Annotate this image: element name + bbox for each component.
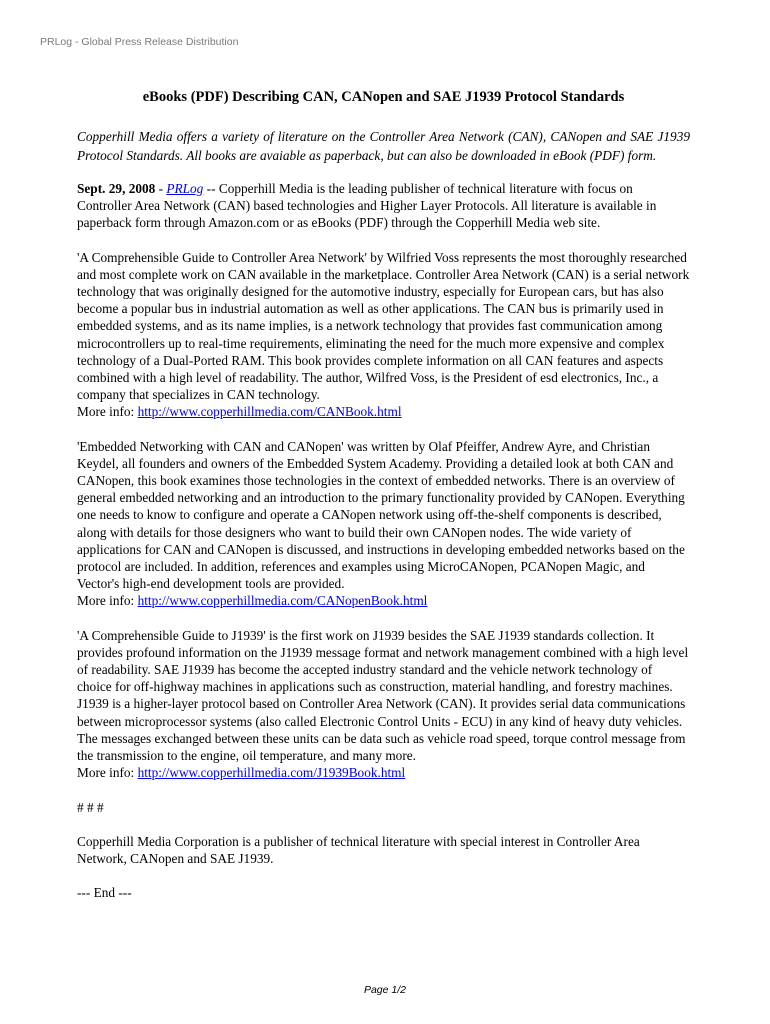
more-info-link-can[interactable]: http://www.copperhillmedia.com/CANBook.html (137, 404, 402, 420)
more-info-link-j1939[interactable]: http://www.copperhillmedia.com/J1939Book.html (137, 765, 406, 781)
source-link[interactable]: PRLog (166, 181, 204, 196)
book-paragraph-can (77, 249, 690, 421)
book-description: 'Embedded Networking with CAN and CANopen' was written by Olaf Pfeiffer, Andrew Ayre, and Christian Keydel, all founders and owners of the Embedded System Academy. Providing a detailed look at both CAN and CANopen, this book examines those technologies in the context of embedded networks. There is an overview of general embedded networking and an introduction to the primary functionality provided by CANopen. Everything one needs to know to configure and operate a CANopen network using off-the-shelf components is described, along with details for those designers who want to build their own CANopen nodes. The wide variety of applications for CAN and CANopen is discussed, and instructions in developing embedded networks based on the protocol are included. In addition, references and examples using MicroCANopen, PCANopen Magic, and Vector's high-end development tools are provided. (77, 438, 685, 592)
more-info-label: More info: (77, 765, 138, 781)
book-description: 'A Comprehensible Guide to J1939' is the first work on J1939 besides the SAE J1939 standards collection. It provides profound information on the J1939 message format and network management combined with a high level of readability. SAE J1939 has become the accepted industry standard and the vehicle network technology of choice for off-highway machines in applications such as construction, material handling, and forestry machines. J1939 is a higher-layer protocol based on Controller Area Network (CAN). It provides serial data communications between microprocessor systems (also called Electronic Control Units - ECU) in any kind of heavy duty vehicles. The messages exchanged between these units can be data such as vehicle road speed, torque control message from the transmission to the engine, oil temperature, and many more. (77, 627, 689, 764)
dateline-separator: - (155, 181, 167, 196)
more-info-label: More info: (77, 404, 138, 420)
article-summary: Copperhill Media offers a variety of literature on the Controller Area Network (CAN), CANopen and SAE J1939 Protocol Standards. All books are avaiable as paperback, but can also be downloaded in eBook (PDF) form. (77, 129, 690, 163)
more-info-label: More info: (77, 593, 138, 609)
book-paragraph-canopen (77, 438, 690, 610)
intro-paragraph (77, 180, 690, 232)
page-number: Page 1/2 (363, 984, 407, 996)
end-marker: --- End --- (77, 885, 132, 901)
article-title: eBooks (PDF) Describing CAN, CANopen and SAE J1939 Protocol Standards (142, 89, 625, 105)
book-paragraph-j1939 (77, 627, 690, 782)
more-info-link-canopen[interactable]: http://www.copperhillmedia.com/CANopenBook.html (137, 593, 428, 609)
section-separator: # # # (77, 799, 104, 815)
site-header: PRLog - Global Press Release Distribution (40, 36, 239, 48)
article-body (77, 88, 690, 918)
boilerplate-paragraph: Copperhill Media Corporation is a publisher of technical literature with special interest in Controller Area Network, CANopen and SAE J1939. (77, 833, 640, 866)
intro-text: -- Copperhill Media is the leading publisher of technical literature with focus on Controller Area Network (CAN) based technologies and Higher Layer Protocols. All literature is available in paperback form through Amazon.com or as eBooks (PDF) through the Copperhill Media web site. (77, 181, 657, 231)
dateline: Sept. 29, 2008 (77, 181, 156, 196)
book-description: 'A Comprehensible Guide to Controller Area Network' by Wilfried Voss represents the most thoroughly researched and most complete work on CAN available in the marketplace. Controller Area Network (CAN) is a serial network technology that was originally designed for the automotive industry, especially for European cars, but has also become a popular bus in industrial automation as well as other applications. The CAN bus is primarily used in embedded systems, and as its name implies, is a network technology that provides fast communication among microcontrollers up to real-time requirements, eliminating the need for the much more expensive and complex technology of a Dual-Ported RAM. This book provides complete information on all CAN features and aspects combined with a high level of readability. The author, Wilfred Voss, is the President of esd electronics, Inc., a company that specializes in CAN technology. (77, 249, 690, 403)
